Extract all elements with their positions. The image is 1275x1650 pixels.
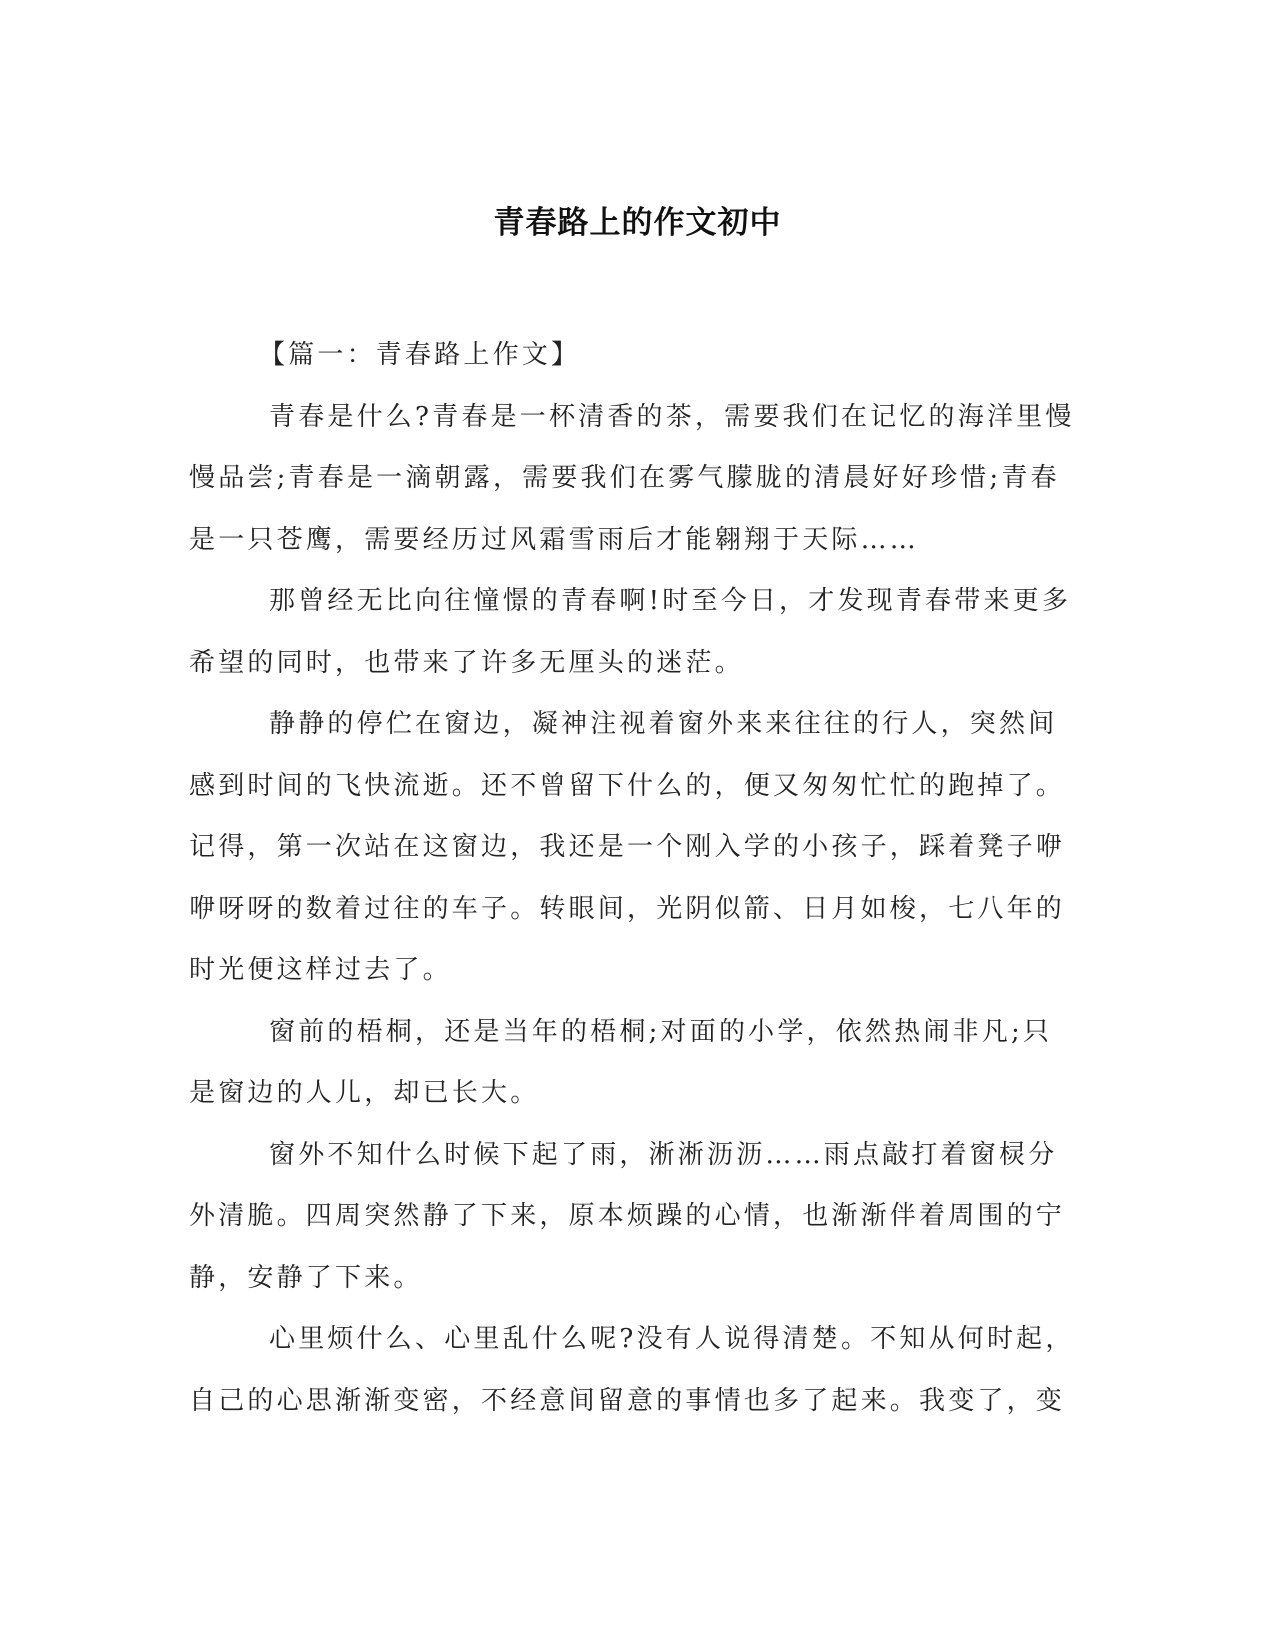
paragraph: 静静的停伫在窗边，凝神注视着窗外来来往往的行人，突然间感到时间的飞快流逝。还不曾留下什么的，便又匆匆忙忙的跑掉了。记得，第一次站在这窗边，我还是一个刚入学的小孩子，踩着凳子咿咿呀呀的数着过往的车子。转眼间，光阴似箭、日月如梭，七八年的时光便这样过去了。: [189, 709, 1066, 985]
paragraph: 心里烦什么、心里乱什么呢?没有人说得清楚。不知从何时起，自己的心思渐渐变密，不经意间留意的事情也多了起来。我变了，变: [189, 1324, 1075, 1416]
paragraph: 窗前的梧桐，还是当年的梧桐;对面的小学，依然热闹非凡;只是窗边的人儿，却已长大。: [189, 1016, 1053, 1108]
document-body: [189, 325, 1079, 1432]
paragraph: 窗外不知什么时候下起了雨，淅淅沥沥……雨点敲打着窗棂分外清脆。四周突然静了下来，原本烦躁的心情，也渐渐伴着周围的宁静，安静了下来。: [189, 1139, 1066, 1293]
document-title: 青春路上的作文初中: [493, 205, 782, 241]
section-heading: 【篇一：青春路上作文】: [259, 340, 581, 370]
paragraph: 那曾经无比向往憧憬的青春啊!时至今日，才发现青春带来更多希望的同时，也带来了许多无厘头的迷茫。: [189, 586, 1072, 678]
paragraph: 青春是什么?青春是一杯清香的茶，需要我们在记忆的海洋里慢慢品尝;青春是一滴朝露，需要我们在雾气朦胧的清晨好好珍惜;青春是一只苍鹰，需要经历过风霜雪雨后才能翱翔于天际……: [189, 401, 1075, 555]
